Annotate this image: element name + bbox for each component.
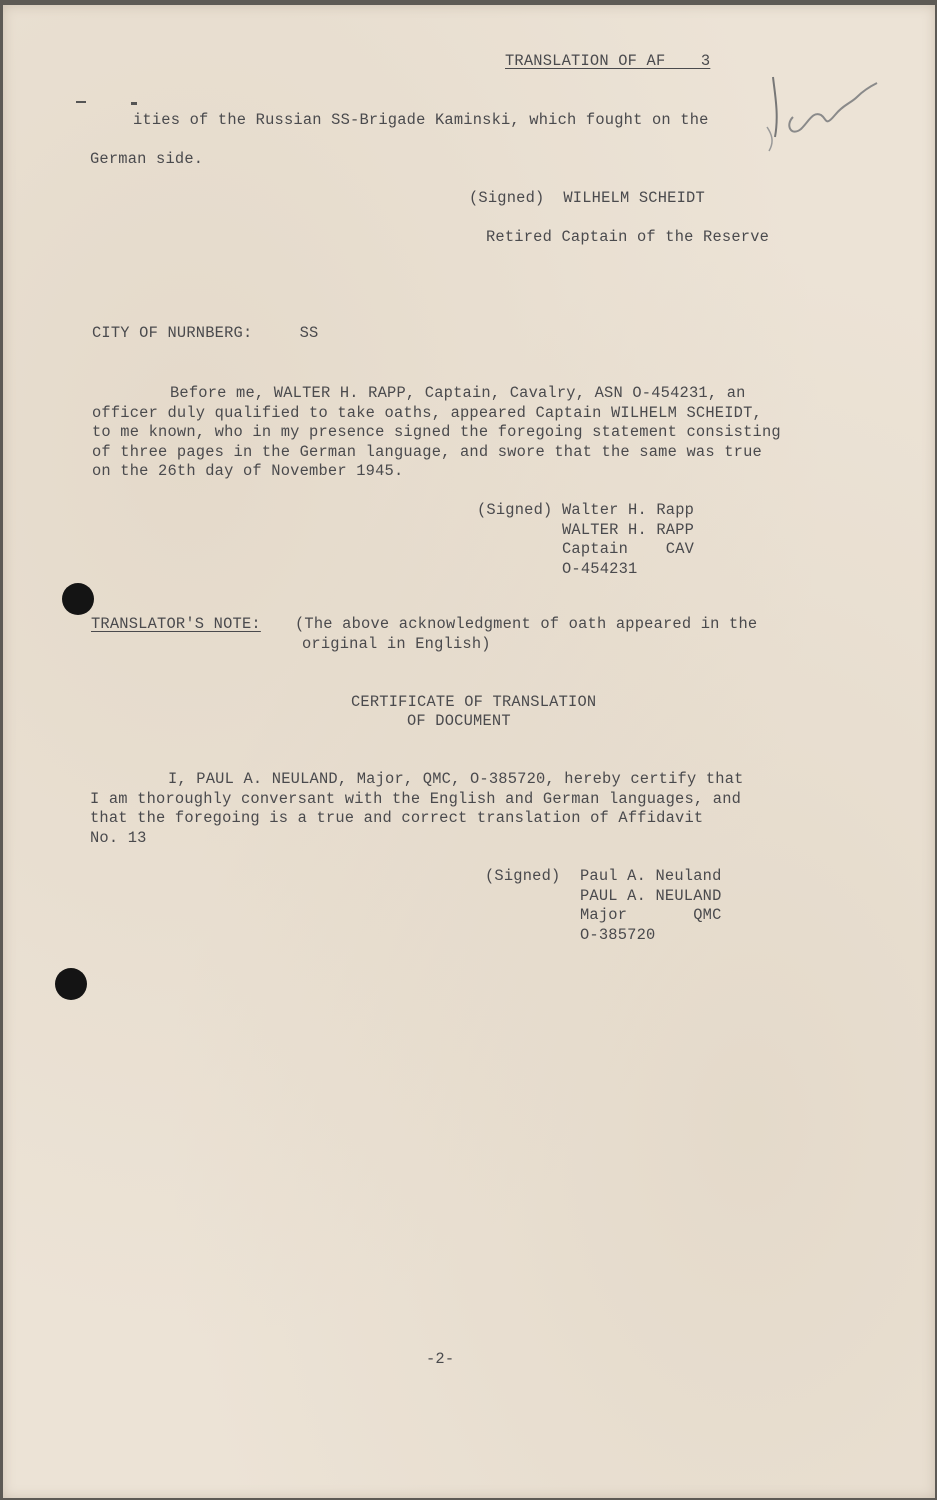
certificate-paragraph [90, 770, 744, 848]
signer-title: Retired Captain of the Reserve [486, 228, 770, 246]
venue-ss: SS [299, 324, 319, 342]
oath-line: officer duly qualified to take oaths, appeared Captain WILHELM SCHEIDT, [92, 403, 762, 422]
handwritten-initials-icon [765, 75, 895, 155]
signature-scheidt [469, 189, 705, 209]
signature-line: WALTER H. RAPP [562, 520, 695, 539]
certificate-line: I, PAUL A. NEULAND, Major, QMC, O-385720, hereby certify that [168, 770, 744, 788]
certificate-line: I am thoroughly conversant with the English and German languages, and [90, 789, 742, 808]
stray-mark [76, 101, 86, 103]
oath-line: to me known, who in my presence signed the foregoing statement consisting [92, 423, 781, 441]
stray-mark [131, 102, 137, 105]
oath-signed-label: (Signed) [477, 501, 553, 519]
statement-line-1: ities of the Russian SS-Brigade Kaminski, which fought on the [133, 111, 709, 129]
punch-hole [55, 968, 87, 1000]
page-number: -2- [426, 1350, 455, 1368]
oath-line: on the 26th day of November 1945. [92, 462, 404, 480]
translator-note-text-1: (The above acknowledgment of oath appeared in the [295, 615, 758, 633]
signer-name: WILHELM SCHEIDT [563, 189, 705, 207]
oath-line: Before me, WALTER H. RAPP, Captain, Cavalry, ASN O-454231, an [170, 384, 746, 402]
signature-line: Walter H. Rapp [562, 501, 695, 519]
oath-signature-block [562, 501, 694, 579]
translator-note-label: TRANSLATOR'S NOTE: [91, 615, 261, 633]
certificate-line: that the foregoing is a true and correct translation of Affidavit [90, 809, 704, 827]
translator-note-text-2: original in English) [302, 635, 491, 653]
venue-city: CITY OF NURNBERG: [92, 324, 253, 342]
oath-paragraph [92, 384, 781, 482]
oath-line: of three pages in the German language, and swore that the same was true [92, 442, 762, 461]
certificate-signed-label: (Signed) [485, 867, 561, 885]
document-header-title: TRANSLATION OF AF 3 [505, 52, 711, 70]
signature-line: O-385720 [580, 925, 656, 944]
document-page [3, 5, 935, 1498]
signature-line: Captain CAV [562, 540, 695, 558]
signature-line: O-454231 [562, 559, 638, 578]
signed-label: (Signed) [469, 189, 545, 207]
venue-line [92, 324, 318, 344]
certificate-title-1: CERTIFICATE OF TRANSLATION [351, 693, 597, 711]
signature-line: PAUL A. NEULAND [580, 886, 722, 905]
certificate-title-2: OF DOCUMENT [407, 712, 511, 730]
statement-line-2: German side. [90, 150, 204, 168]
punch-hole [62, 583, 94, 615]
certificate-line: No. 13 [90, 828, 147, 847]
signature-line: Major QMC [580, 906, 722, 924]
signature-line: Paul A. Neuland [580, 867, 722, 885]
certificate-signature-block [580, 867, 722, 945]
